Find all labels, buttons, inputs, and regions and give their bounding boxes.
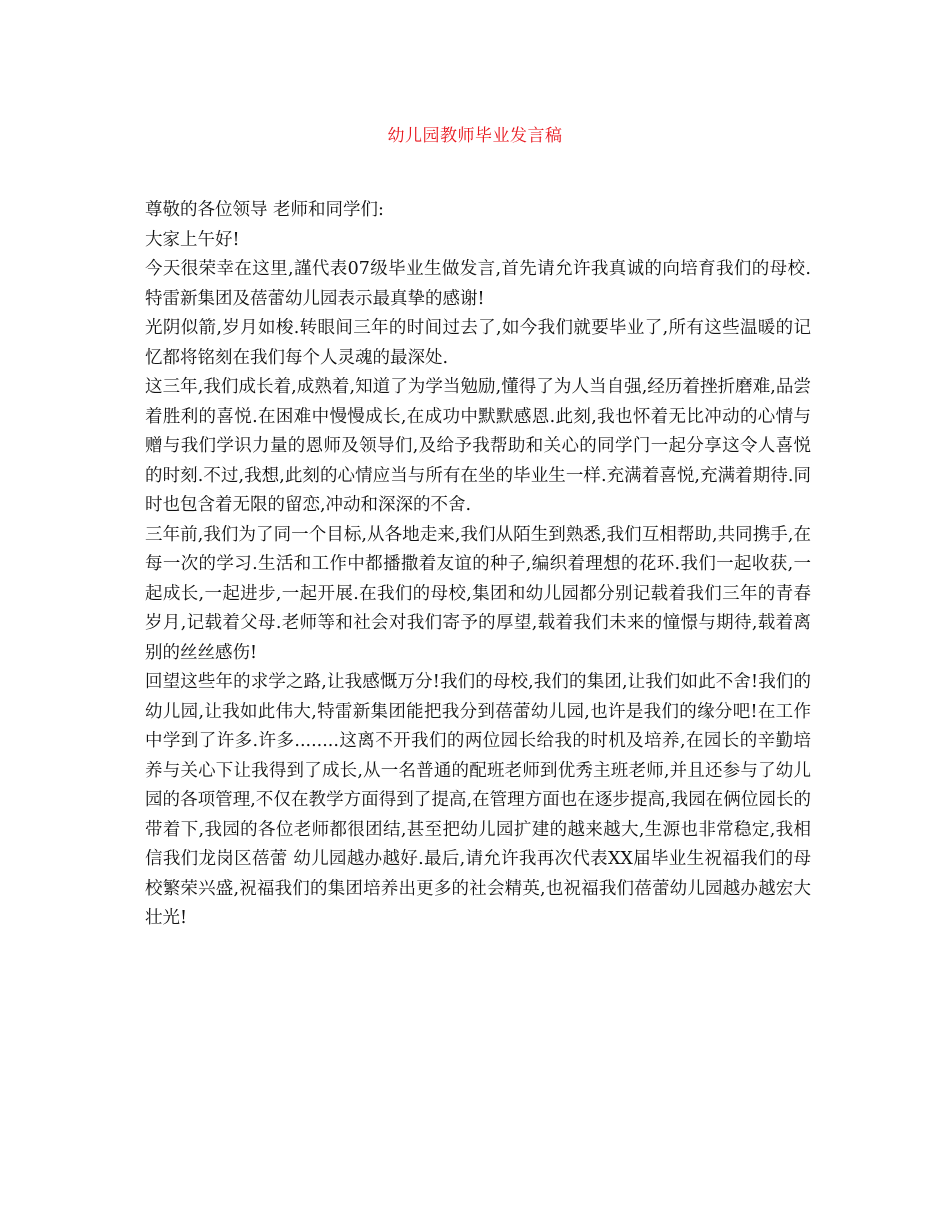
paragraph-salutation: 尊敬的各位领导 老师和同学们: xyxy=(145,200,384,220)
paragraph-time: 光阴似箭,岁月如梭.转眼间三年的时间过去了,如今我们就要毕业了,所有这些温暖的记忆都将铭刻在我们每个人灵魂的最深处. xyxy=(145,318,811,368)
paragraph-three-years: 这三年,我们成长着,成熟着,知道了为学当勉励,懂得了为人当自强,经历着挫折磨难,品尝着胜利的喜悦.在困难中慢慢成长,在成功中默默感恩.此刻,我也怀着无比冲动的心情与赠与我们学识力量的恩师及领导们,及给予我帮助和关心的同学门一起分享这令人喜悦的时刻.不过,我想,此刻的心情应当与所有在坐的毕业生一样.充满着喜悦,充满着期待.同时也包含着无限的留恋,冲动和深深的不舍. xyxy=(145,377,811,515)
document-body xyxy=(145,196,811,934)
document-title: 幼儿园教师毕业发言稿 xyxy=(387,126,563,146)
paragraph-reflection: 回望这些年的求学之路,让我感慨万分!我们的母校,我们的集团,让我们如此不舍!我们的幼儿园,让我如此伟大,特雷新集团能把我分到蓓蕾幼儿园,也许是我们的缘分吧!在工作中学到了许多.许多........这离不开我们的两位园长给我的时机及培养,在园长的辛勤培养与关心下让我得到了成长,从一名普通的配班老师到优秀主班老师,并且还参与了幼儿园的各项管理,不仅在教学方面得到了提高,在管理方面也在逐步提高,我园在俩位园长的带着下,我园的各位老师都很团结,甚至把幼儿园扩建的越来越大,生源也非常稳定,我相信我们龙岗区蓓蕾 幼儿园越办越好.最后,请允许我再次代表XX届毕业生祝福我们的母校繁荣兴盛,祝福我们的集团培养出更多的社会精英,也祝福我们蓓蕾幼儿园越办越宏大壮光! xyxy=(145,672,811,928)
paragraph-thanks: 今天很荣幸在这里,謹代表07级毕业生做发言,首先请允许我真诚的向培育我们的母校.特雷新集团及蓓蕾幼儿园表示最真挚的感谢! xyxy=(145,259,811,309)
paragraph-greeting: 大家上午好! xyxy=(145,229,240,250)
paragraph-three-years-ago: 三年前,我们为了同一个目标,从各地走来,我们从陌生到熟悉,我们互相帮助,共同携手,在每一次的学习.生活和工作中都播撒着友谊的种子,编织着理想的花环.我们一起收获,一起成长,一起进步,一起开展.在我们的母校,集团和幼儿园都分别记载着我们三年的青春岁月,记载着父母.老师等和社会对我们寄予的厚望,载着我们未来的憧憬与期待,载着离别的丝丝感伤! xyxy=(145,524,811,663)
